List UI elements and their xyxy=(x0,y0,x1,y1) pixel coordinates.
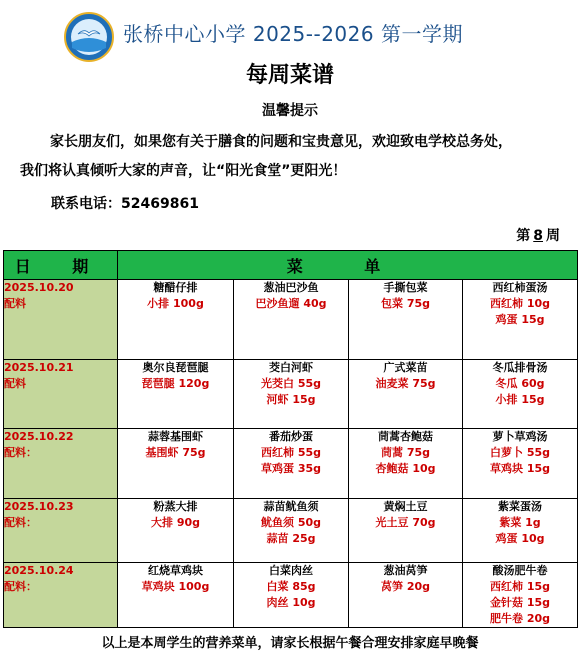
dish-ingredient: 基围虾 75g xyxy=(145,446,206,459)
date-value: 2025.10.22 xyxy=(4,430,74,443)
week-prefix: 第 xyxy=(516,228,531,244)
dish-cell xyxy=(463,563,578,628)
dish-name: 蒜苗鱿鱼须 xyxy=(263,500,319,513)
footer-note: 以上是本周学生的营养菜单，请家长根据午餐合理安排家庭早晚餐 xyxy=(101,636,479,651)
ingredients-label: 配料： xyxy=(4,516,37,529)
date-value: 2025.10.21 xyxy=(4,361,74,374)
dish-name: 红烧草鸡块 xyxy=(148,564,203,577)
date-cell xyxy=(4,429,118,499)
dish-ingredient: 西红柿 15g xyxy=(490,580,551,593)
dish-ingredient: 光茭白 55g xyxy=(260,377,321,390)
dish-name: 萝卜草鸡汤 xyxy=(492,430,548,443)
dish-name: 茭白河虾 xyxy=(269,361,313,374)
dish-name: 奥尔良琵琶腿 xyxy=(142,361,209,374)
dish-ingredient: 河虾 15g xyxy=(266,393,316,406)
dish-name: 番茄炒蛋 xyxy=(269,430,313,443)
date-cell xyxy=(4,280,118,360)
dish-name: 葱油巴沙鱼 xyxy=(263,281,319,294)
dish-cell xyxy=(349,499,463,563)
dish-cell xyxy=(463,280,578,360)
date-value: 2025.10.23 xyxy=(4,500,74,513)
school-term-title: 张桥中心小学 2025--2026 第一学期 xyxy=(123,22,463,46)
dish-cell xyxy=(463,429,578,499)
week-number: 8 xyxy=(533,228,543,244)
page-header xyxy=(0,0,580,60)
dish-ingredient: 紫菜 1g xyxy=(499,516,541,529)
dish-ingredient: 茼蒿 75g xyxy=(380,446,430,459)
page-title: 每周菜谱 xyxy=(245,63,334,88)
dish-ingredient: 小排 100g xyxy=(147,297,204,310)
dish-ingredient: 光土豆 70g xyxy=(375,516,436,529)
column-header-menu: 菜 单 xyxy=(118,251,578,280)
dish-name: 白菜肉丝 xyxy=(269,564,313,577)
dish-cell xyxy=(118,429,234,499)
dish-ingredient: 大排 90g xyxy=(150,516,200,529)
dish-name: 酸汤肥牛卷 xyxy=(492,564,548,577)
dish-ingredient: 肉丝 10g xyxy=(266,596,316,609)
dish-name: 冬瓜排骨汤 xyxy=(492,361,548,374)
dish-cell xyxy=(234,280,349,360)
date-cell xyxy=(4,360,118,429)
dish-name: 粉蒸大排 xyxy=(153,500,198,513)
dish-ingredient: 白菜 85g xyxy=(266,580,316,593)
dish-ingredient: 草鸡块 100g xyxy=(141,580,210,593)
dish-ingredient: 包菜 75g xyxy=(380,297,430,310)
dish-name: 广式菜苗 xyxy=(383,361,428,374)
dish-name: 黄焖土豆 xyxy=(383,500,428,513)
date-cell xyxy=(4,563,118,628)
date-cell xyxy=(4,499,118,563)
ingredients-label: 配料： xyxy=(4,580,37,593)
table-row xyxy=(4,563,578,628)
dish-ingredient: 西红柿 55g xyxy=(260,446,321,459)
dish-name: 蒜蓉基围虾 xyxy=(148,430,203,443)
date-value: 2025.10.24 xyxy=(4,564,74,577)
dish-ingredient: 西红柿 10g xyxy=(490,297,551,310)
dish-ingredient: 蒜苗 25g xyxy=(266,532,316,545)
ingredients-label: 配料 xyxy=(4,297,26,310)
dish-cell xyxy=(234,499,349,563)
dish-ingredient: 鸡蛋 15g xyxy=(495,313,545,326)
dish-ingredient: 草鸡蛋 35g xyxy=(260,462,321,475)
table-row xyxy=(4,429,578,499)
dish-name: 紫菜蛋汤 xyxy=(498,500,542,513)
table-row xyxy=(4,360,578,429)
dish-cell xyxy=(118,280,234,360)
dish-ingredient: 金针菇 15g xyxy=(490,596,551,609)
dish-ingredient: 琵琶腿 120g xyxy=(141,377,210,390)
dish-cell xyxy=(463,360,578,429)
dish-cell xyxy=(118,360,234,429)
table-row xyxy=(4,280,578,360)
notice-line: 我们将认真倾听大家的声音，让“阳光食堂”更阳光！ xyxy=(20,163,347,179)
column-header-date: 日 期 xyxy=(4,251,118,280)
ingredients-label: 配料 xyxy=(4,377,26,390)
dish-cell xyxy=(234,563,349,628)
dish-cell xyxy=(463,499,578,563)
dish-ingredient: 莴笋 20g xyxy=(380,580,430,593)
dish-cell xyxy=(349,280,463,360)
dish-cell xyxy=(234,429,349,499)
dish-ingredient: 鱿鱼须 50g xyxy=(260,516,321,529)
dish-name: 西红柿蛋汤 xyxy=(492,281,548,294)
date-value: 2025.10.20 xyxy=(4,281,74,294)
dish-ingredient: 小排 15g xyxy=(495,393,545,406)
dish-name: 手撕包菜 xyxy=(383,281,428,294)
dish-ingredient: 肥牛卷 20g xyxy=(490,612,551,625)
dish-cell xyxy=(118,499,234,563)
dish-ingredient: 白萝卜 55g xyxy=(490,446,551,459)
dish-name: 茼蒿杏鲍菇 xyxy=(378,430,433,443)
dish-ingredient: 草鸡块 15g xyxy=(490,462,551,475)
table-row xyxy=(4,499,578,563)
table-header-row xyxy=(4,251,578,280)
dish-ingredient: 油麦菜 75g xyxy=(375,377,436,390)
school-logo-icon xyxy=(64,12,114,62)
menu-table xyxy=(3,250,578,628)
dish-ingredient: 杏鲍菇 10g xyxy=(375,462,436,475)
dish-ingredient: 巴沙鱼遛 40g xyxy=(255,297,327,310)
dish-cell xyxy=(349,360,463,429)
week-suffix: 周 xyxy=(546,228,560,244)
dish-cell xyxy=(234,360,349,429)
dish-name: 葱油莴笋 xyxy=(383,564,428,577)
dish-cell xyxy=(349,429,463,499)
contact-phone: 联系电话：52469861 xyxy=(51,196,199,212)
dish-ingredient: 鸡蛋 10g xyxy=(495,532,545,545)
dish-cell xyxy=(349,563,463,628)
ingredients-label: 配料： xyxy=(4,446,37,459)
dish-cell xyxy=(118,563,234,628)
week-indicator xyxy=(516,225,560,245)
notice-paragraph xyxy=(20,128,570,186)
dish-ingredient: 冬瓜 60g xyxy=(495,377,545,390)
dish-name: 糖醋仔排 xyxy=(153,281,198,294)
tip-heading: 温馨提示 xyxy=(262,103,318,119)
notice-line: 家长朋友们，如果您有关于膳食的问题和宝贵意见，欢迎致电学校总务处， xyxy=(50,134,512,150)
